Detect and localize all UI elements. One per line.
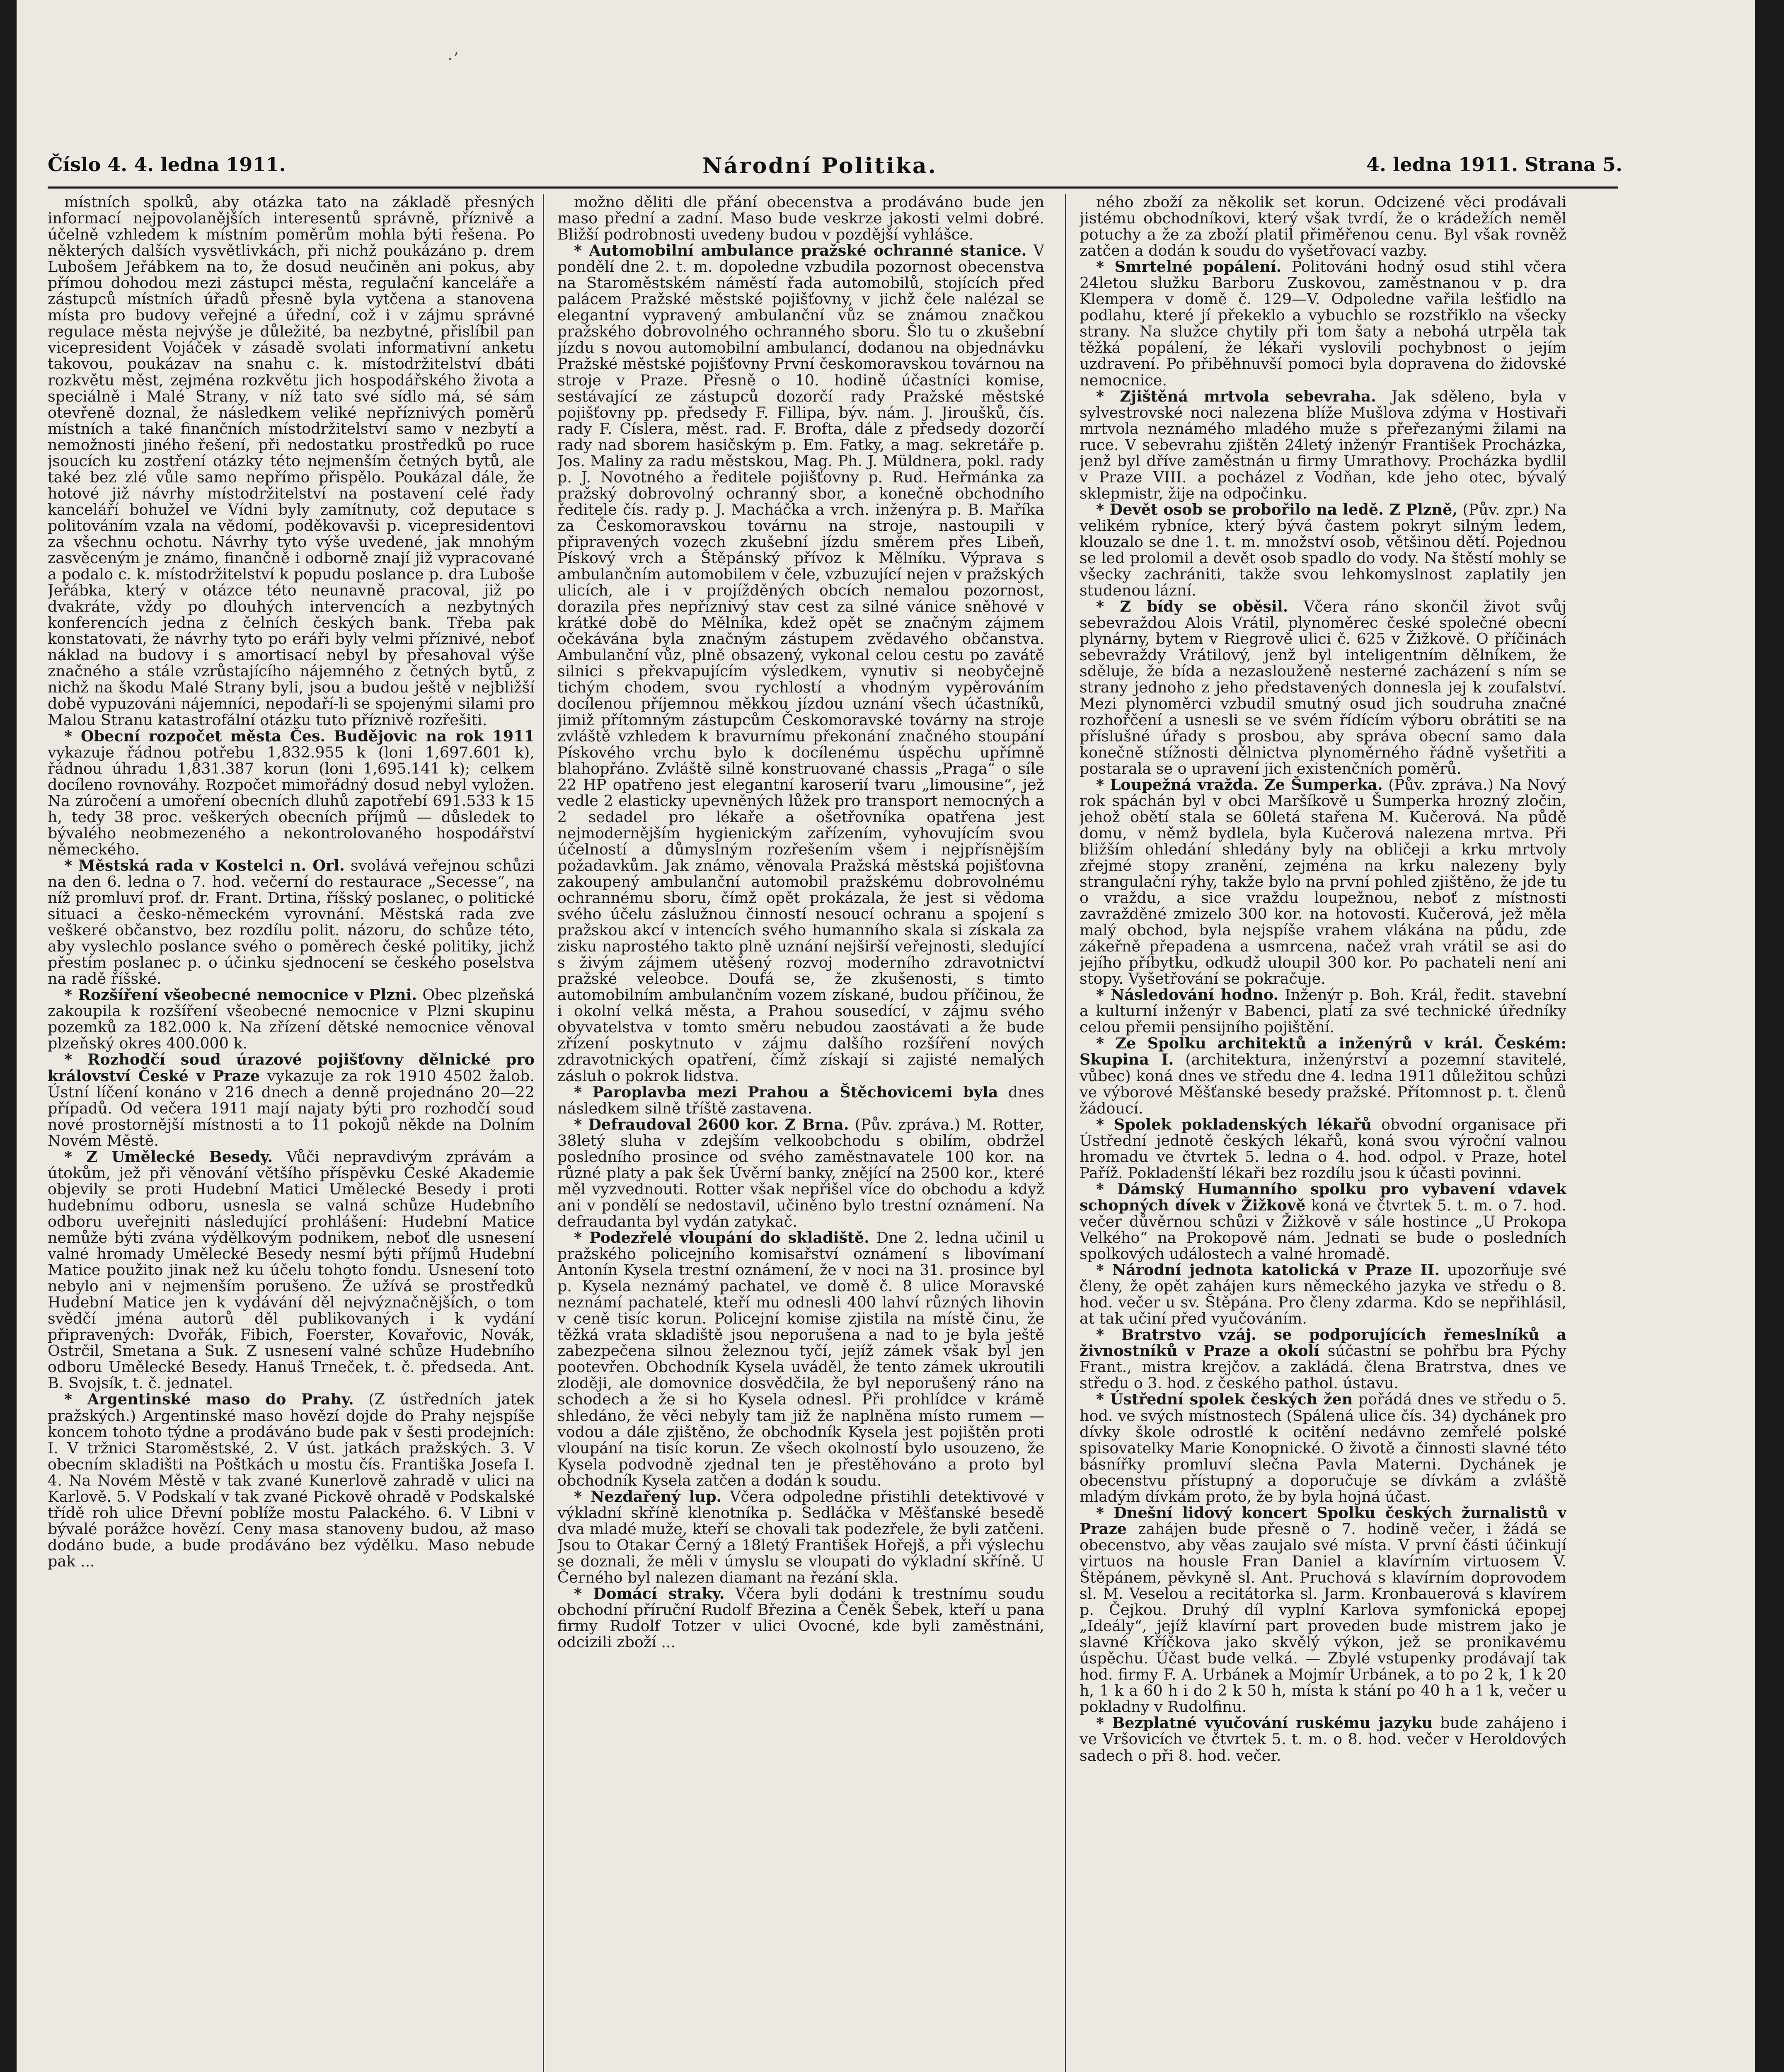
article-text: dnes následkem silně tříště zastavena. [557,1083,1044,1117]
article-paragraph [1080,1116,1566,1181]
article-headline: * Zjištěná mrtvola sebevraha. [1096,387,1376,405]
article-paragraph [1080,1391,1566,1504]
article-paragraph [1080,1505,1566,1715]
article-text: V pondělí dne 2. t. m. dopoledne vzbudila pozornost obecenstva na Staroměstském náměstí řada automobilů, stojících před palácem Pražské městské pojišťovny, v jichž čele nalézal se elegantní vypravený ambulanční vůz se známou značkou pražského dobrovolného ochranného sboru. Šlo tu o zkušební jízdu s novou automobilní ambulancí, dodanou na objednávku Pražské městské pojišťovny První českomoravskou továrnou na stroje v Praze. Přesně o 10. hodině účastníci komise, sestávající ze zástupců dozorčí rady Pražské městské pojišťovny pp. předsedy F. Fillipa, býv. nám. J. Jiroušků, čís. rady F. Císlera, měst. rad. F. Brofta, dále z předsedy dozorčí rady nad sborem hasičským p. Em. Fatky, a mag. sekretáře p. Jos. Maliny za radu městskou, Mag. Ph. J. Müldnera, pokl. rady p. J. Novotného a ředitele pojišťovny p. Rud. Heřmánka za pražský dobrovolný ochranný sbor, a konečně obchodního ředitele čís. rady p. J. Macháčka a vrch. inženýra p. B. Maříka za Českomoravskou továrnu na stroje, nastoupili v připravených vozech zkušební jízdu směrem přes Libeň, Pískový vrch a Štěpánský přívoz k Mělníku. Výprava s ambulančním automobilem v čele, vzbuzující nejen v pražských ulicích, ale i v projížděných obcích nemalou pozornost, dorazila přes nepříznivý stav cest za silné vánice sněhové v krátké době do Mělníka, kdež opět se značným zájmem očekávána byla značným zástupem zvědavého občanstva. Ambulanční vůz, plně obsazený, vykonal celou cestu po zavátě silnici s překvapujícím výsledkem, vynutiv si neobyčejně tichým chodem, svou rychlostí a vhodným vypěrováním docílenou příjemnou měkkou jízdou uznání všech účastníků, jimiž přítomným zástupcům Českomoravské továrny na stroje zvláště vzhledem k bravurnímu překonání značného stoupání Pískového vrchu bylo k docílenému úspěchu upřímně blahopřáno. Zvláště silně konstruované chassis „Praga“ o síle 22 HP opatřeno jest elegantní karoserií tvaru „limousine“, jež vedle 2 elasticky upevněných lůžek pro transport nemocných a 2 sedadel pro lékaře a ošetřovníka opatřena jest nejmodernějším hygienickým zařízením, vyhovujícím svou účelností a důmyslným rozřešením všem i nejpřísnějším požadavkům. Jak známo, věnovala Pražská městská pojišťovna zakoupený ambulanční automobil pražskému dobrovolnému ochrannému sboru, čímž opět prokázala, že jest si vědoma svého účelu záslužnou činností nesoucí ochranu a spojení s pražskou akcí v intencích svého humanního skala si získala za zisku naprostého takto plně uznání nejširší veřejnosti, sledující s živým zájmem utěšený rozvoj moderního zdravotnictví pražské veleobce. Doufá se, že zkušenosti, s timto automobilním ambulančním vozem získané, budou příčinou, že i okolní velká města, a Prahou sousedící, v zájmu svého obyvatelstva v tomto směru nebudou zaostávati a že bude zřízení poskytnuto v zájmu dalšího rozšíření nových zdravotnických opatření, čímž získají si zajisté nemalých zásluh o pokrok lidstva. [557,242,1044,1085]
masthead-title: Národní Politika. [702,153,937,179]
article-paragraph [557,194,1044,242]
page-header [48,153,1622,191]
article-paragraph [557,1116,1044,1230]
article-text: Inženýr p. Boh. Král, ředit. stavební a kulturní inženýr v Babenci, platí za své technické úředníky celou přemii pensijního pojištění. [1080,986,1566,1036]
article-headline: * Domácí straky. [574,1585,725,1603]
article-text: (Pův. zpráva.) M. Rotter, 38letý sluha v zdejším velkoobchodu s obilím, obdržel posledního prosince od svého zaměstnavatele 100 kor. na různé platy a pak šek Úvěrní banky, znějící na 2500 kor., které měl vyzvednouti. Rotter však nepřišel více do obchodu a když ani v pondělí se nedostavil, učiněno bylo trestní oznámení. Na defraudanta byl vydán zatykač. [557,1115,1044,1230]
article-headline: * Defraudoval 2600 kor. Z Brna. [574,1115,849,1133]
article-headline: * Smrtelné popálení. [1096,258,1282,276]
article-paragraph [48,1051,535,1148]
article-paragraph [1080,1262,1566,1326]
article-paragraph [48,857,535,987]
article-paragraph [48,194,535,728]
article-headline: * Národní jednota katolická v Praze II. [1096,1261,1440,1279]
newspaper-page [17,0,1755,2072]
article-paragraph [1080,501,1566,598]
article-text: (Pův. zpr.) Na velikém rybníce, který bývá častem pokryt silným ledem, klouzalo se dne 1. t. m. množství osob, většinou dětí. Pojednou se led prolomil a devět osob spadlo do vody. Na štěstí mohly se všecky zachrániti, takže svou lehkomyslnost zaplatily jen studenou lázní. [1080,500,1566,600]
article-headline: * Obecní rozpočet města Čes. Budějovic na rok 1911 [64,727,535,745]
article-text: Obec plzeňská zakoupila k rozšíření všeobecné nemocnice v Plzni skupinu pozemků za 182.000 k. Na zřízení dětské nemocnice věnoval plzeňský okres 400.000 k. [48,986,535,1053]
article-text: vykazuje řádnou potřebu 1,832.955 k (loni 1,697.601 k), řádnou úhradu 1,831.387 korun (loni 1,695.141 k); celkem docíleno rovnováhy. Rozpočet mimořádný dosud nebyl vyložen. Na zúročení a umoření obecních dluhů zapotřebí 691.533 k 15 h, tedy 38 proc. veškerých obecních příjmů — důsledek to bývalého neobmezeného a nekontrolovaného hospodářství německého. [48,743,535,858]
article-text: (architektura, inženýrství a pozemní stavitelé, vůbec) koná dnes ve středu dne 4. ledna 1911 důležitou schůzi ve výborové Měšťanské besedy pražské. Přítomnost p. t. členů žádoucí. [1080,1051,1566,1117]
article-text: Včera byli dodáni k trestnímu soudu obchodní příruční Rudolf Březina a Čeněk Šebek, kteří u pana firmy Rudolf Totzer v ulici Ovocné, kde byli zaměstnáni, odcizili zboží ... [557,1585,1044,1651]
article-paragraph [1080,194,1566,259]
article-headline: * Bezplatné vyučování ruskému jazyku [1096,1714,1433,1732]
article-text: súčastní se pohřbu bra Pýchy Frant., mistra krejčov. a zakládá. člena Bratrstva, dnes ve středu o 3. hod. z českého pathol. ústavu. [1080,1342,1566,1392]
article-text: (Z ústředních jatek pražských.) Argentinské maso hovězí dojde do Prahy nejspíše koncem tohoto týdne a prodáváno bude pak v šesti prodejních: I. V tržnici Staroměstské, 2. V úst. jatkách pražských. 3. V obecním skladišti na Poštkách u mostu čís. Františka Josefa I. 4. Na Novém Městě v tak zvané Kunerlově zahradě v ulici na Karlově. 5. V Podskalí v tak zvané Pickově ohradě v Podskalské třídě roh ulice Dřevní poblíže mostu Palackého. 6. V Libni v bývalé porážce hovězí. Ceny masa stanoveny budou, až maso dodáno bude, a bude prodáváno bez výdělku. Maso nebude pak ... [48,1390,535,1570]
article-text: Včera ráno skončil život svůj sebevraždou Alois Vrátil, plynoměrec české společné obecní plynárny, bytem v Riegrově ulici č. 625 v Žižkově. O příčinách sebevraždy Vrátilový, jenž byl inteligentním dělníkem, že sděluje, že bída a nezaslouženě nesterné zacházení s ním se strany jednoho z jeho představených donnesla jej k zoufalství. Mezi plynoměrci vzbudil smutný osud jich soudruha značné rozhořčení a usnesli se ve svém řídícím výboru obrátiti se na příslušné úřady s prosbou, aby správa obecní samo dala konečně stížnosti dělnictva plynoměrného řádně vyšetřiti a postarala se o upravení jich existenčních poměrů. [1080,598,1566,777]
article-headline: * Podezřelé vloupání do skladiště. [574,1229,869,1247]
article-text: Včera odpoledne přistihli detektivové v výkladní skříně klenotníka p. Sedláčka v Měšťanské besedě dva mladé muže, kteří se chovali tak podezřele, že byli zatčeni. Jsou to Otakar Černý a 18letý František Hořejš, a při výslechu se doznali, že měli v úmyslu se vloupati do výkladní skříně. U Černého byl nalezen diamant na řezání skla. [557,1487,1044,1586]
article-headline: * Ústřední spolek českých žen [1096,1390,1353,1409]
article-headline: * Z Umělecké Besedy. [64,1147,273,1166]
article-text: bude zahájeno i ve Vršovicích ve čtvrtek 5. t. m. o 8. hod. večer v Heroldových sadech o při 8. hod. večer. [1080,1714,1566,1765]
article-text: možno děliti dle přání obecenstva a prodáváno bude jen maso přední a zadní. Maso bude veskrze jakosti velmi dobré. Bližší podrobnosti uvedeny budou v pozdější vyhlášce. [557,194,1044,244]
article-paragraph [557,1489,1044,1585]
scan-speck: ·ʼ [448,50,458,69]
header-rule [48,186,1618,189]
article-headline: * Rozšíření všeobecné nemocnice v Plzni. [64,986,417,1004]
article-text: pořádá dnes ve středu o 5. hod. ve svých místnostech (Spálená ulice čís. 34) dychánek pro dívky škole odrostlé k ocitění nedávno zemřelé polské spisovatelky Marie Konopnické. O životě a činnosti slavné této básnířky promluví slečna Pavla Materni. Dychánek je obecenstvu přístupný a doporučuje se dívkám a zvláště mladým dívkám proto, že by byla hojná účast. [1080,1390,1566,1506]
column-divider [1065,194,1066,2072]
article-text: koná ve čtvrtek 5. t. m. o 7. hod. večer důvěrnou schůzi v Žižkově v sále hostince „U Prokopa Velkého“ na Prokopově nám. Jednati se bude o posledních spolkových událostech a valné hromadě. [1080,1196,1566,1263]
article-paragraph [1080,1035,1566,1116]
article-paragraph [557,1585,1044,1650]
article-headline: * Městská rada v Kostelci n. Orl. [64,856,345,874]
article-headline: * Z bídy se oběsil. [1096,598,1288,616]
header-date-page: 4. ledna 1911. Strana 5. [1366,153,1622,176]
article-text: ného zboží za několik set korun. Odcizené věci prodávali jistému obchodníkovi, který však tvrdí, že o krádežích neměl potuchy a že za zboží platil přiměřenou cenu. Byl však rovněž zatčen a dodán k soudu do vyšetřovací vazby. [1080,194,1566,260]
article-paragraph [1080,1181,1566,1262]
article-text: zahájen bude přesně o 7. hodině večer, i žádá se obecenstvo, aby věas zaujalo své místa. V první části účinkují virtuos na housle Fran Daniel a klavírním virtuosem V. Štěpánem, pěvkyně sl. Ant. Pruchová s klavírním doprovodem sl. M. Veselou a recitátorka sl. Jarm. Kronbauerová s klavírem p. Čejkou. Druhý díl vyplní Karlova symfonická epopej „Ideály“, jejíž klavírní part proveden bude mistrem jako je slavné Kříčkova jako skvělý výkon, jež se pronikavému úspěchu. Účast bude velká. — Zbylé vstupenky prodávají tak hod. firmy F. A. Urbánek a Mojmír Urbánek, a to po 2 k, 1 k 20 h, 1 k a 60 h i do 2 k 50 h, místa k stání po 40 h a 1 k, večer u pokladny v Rudolfinu. [1080,1520,1566,1716]
article-headline: * Devět osob se probořilo na ledě. Z Plzně, [1096,500,1458,518]
article-text: Dne 2. ledna učinil u pražského policejního komisařství oznámení s libovímaní Antonín Kysela trestní oznámení, že v noci na 31. prosince byl p. Kysela neznámý pachatel, ve domě č. 8 ulice Moravské neznámí pachatelé, kteří mu odnesli 400 lahví různých lihovin v ceně tisíc korun. Policejní komise zjistila na místě činu, že těžká vrata skladiště jsou neporušena a nad to je byla ještě zabezpečena silnou železnou tyčí, jejíž zámek však byl jen pootevřen. Obchodník Kysela uváděl, že tento zámek ukroutili zloději, ale domovnice dosvědčila, že byl neporušený ráno na schodech a že si ho Kysela odnesl. Při prohlídce v krámě shledáno, že věci nebyly tam již že naplněna místo rumem — vodou a dále zjištěno, že obchodník Kysela jest pojištěn proti vloupání na tisíc korun. Ze všech okolností bylo usouzeno, že Kysela podvodně zjednal ten je přestěhováno a proto byl obchodník Kysela zatčen a dodán k soudu. [557,1229,1044,1489]
column-2 [557,194,1044,2072]
article-paragraph [1080,1715,1566,1763]
article-paragraph [1080,388,1566,501]
article-paragraph [48,987,535,1051]
article-headline: * Spolek pokladenských lékařů [1096,1115,1372,1133]
article-paragraph [48,1149,535,1392]
article-headline: * Dnešní lidový koncert Spolku českých žurnalistů v Praze [1080,1503,1566,1538]
article-text: vykazuje za rok 1910 4502 žalob. Ústní líčení konáno v 216 dnech a denně projednáno 20—22 případů. Od večera 1911 mají najaty býti pro rozhodčí soud nové prostornější místnosti a to 11 pokojů někde na Dolním Novém Městě. [48,1067,535,1150]
article-paragraph [557,242,1044,1084]
article-headline: * Paroplavba mezi Prahou a Štěchovicemi byla [574,1083,998,1101]
column-divider [543,194,544,2072]
article-paragraph [1080,259,1566,388]
article-headline: * Nezdařený lup. [574,1487,722,1506]
article-text: obvodní organisace při Ústřední jednotě českých lékařů, koná svou výroční valnou hromadu ve čtvrtek 5. ledna o 4. hod. odpol. v Praze, hotel Paříž. Pokladenští lékaři bez rozdílu jsou k účasti povinni. [1080,1115,1566,1182]
article-headline: * Následování hodno. [1096,986,1279,1004]
article-paragraph [1080,598,1566,777]
article-headline: * Ze Spolku architektů a inženýrů v král. Českém: Skupina I. [1080,1034,1566,1069]
article-text: svolává veřejnou schůzi na den 6. ledna o 7. hod. večerní do restaurace „Secesse“, na níž promluví prof. dr. Frant. Drtina, říšský poslanec, o politické situaci a česko-německém vyrovnání. Městská rada zve veškeré občanstvo, bez rozdílu polit. názoru, do schůze této, aby vyslechlo poslance svého o poměrech české politiky, jichž přestím poslanec p. o účinku sjednocení se českého poselstva na radě říšské. [48,856,535,988]
column-3 [1080,194,1566,2072]
article-headline: * Argentinské maso do Prahy. [64,1390,354,1409]
article-headline: * Loupežná vražda. Ze Šumperka. [1096,775,1383,794]
article-paragraph [1080,777,1566,987]
article-headline: * Rozhodčí soud úrazové pojišťovny dělnické pro království České v Praze [48,1051,535,1085]
article-headline: * Automobilní ambulance pražské ochranné stanice. [574,242,1027,260]
article-paragraph [1080,987,1566,1035]
column-1 [48,194,535,2072]
article-paragraph [48,1391,535,1569]
article-paragraph [557,1230,1044,1489]
article-headline: * Bratrstvo vzáj. se podporujících řemeslníků a živnostníků v Praze a okolí [1080,1326,1566,1360]
header-issue-date: Číslo 4. 4. ledna 1911. [48,153,286,176]
article-text: upozorňuje své členy, že opět zahájen kurs německého jazyka ve středu o 8. hod. večer u sv. Štěpána. Pro členy zdarma. Kdo se nepřihlásil, at tak učiní před vyučováním. [1080,1261,1566,1328]
article-text: Politováni hodný osud stihl včera 24letou služku Barboru Zuskovou, zaměstnanou v p. dra Klempera v domě č. 129—V. Odpoledne vařila lešťidlo na podlahu, které jí překeklo a vybuchlo se rozstřiklo na všecky strany. Na služce chytily při tom šaty a nebohá utrpěla tak těžká popálení, že lékaři vyslovili pochybnost o jejím uzdravení. Po přiběhnuvší pomoci byla dopravena do židovské nemocnice. [1080,258,1566,389]
article-text: Vůči nepravdivým zprávám a útokům, jež při věnování většího příspěvku České Akademie objevily se proti Hudební Matici Umělecké Besedy i proti hudebnímu odboru, usnesla se valná schůze Hudebního odboru uveřejniti následující prohlášení: Hudební Matice nemůže býti zvána výdělkovým podnikem, neboť dle usnesení valné hromady Umělecké Besedy nesmí býti příjmů Hudební Matice použito jinak než ku účelu tohoto fondu. Usnesení toto nebylo ani v nejmenším porušeno. Že užívá se prostředků Hudební Matice jen k vydávání děl nejvýznačnějších, o tom svědčí jména autorů děl publikovaných i k vydání připravených: Dvořák, Fibich, Foerster, Kovařovic, Novák, Ostrčil, Smetana a Suk. Z usnesení valné schůze Hudebního odboru Umělecké Besedy. Hanuš Trneček, t. č. předseda. Ant. B. Svojsík, t. č. jednatel. [48,1147,535,1392]
article-paragraph [48,728,535,857]
article-paragraph [1080,1326,1566,1391]
article-text: místních spolků, aby otázka tato na základě přesných informací nejpovolanějších interesentů správně, příznivě a účelně vzhledem k místním poměrům mohla býti řešena. Po některých dalších vysvětlivkách, při nichž poukázáno p. drem Lubošem Jeřábkem na to, že dosud neučiněn ani pokus, aby přímou dohodou mezi zástupci města, regulační kanceláře a zástupců místních úřadů přesně byla vytčena a stanovena místa pro budovy veřejné a úřední, což i v zájmu správné regulace města nejvýše je důležité, ba nezbytné, přislíbil pan vicepresident Vojáček v zásadě svolati informativní anketu takovou, poukázav na snahu c. k. místodržitelství dbáti rozkvětu měst, zejména rozkvětu jich hospodářského života a speciálně i Malé Strany, v níž tato své sídlo má, sé sám otevřeně doznal, že následkem veliké nepříznivých poměrů místních a také finančních místodržitelství samo v nezbytí a nemožnosti jiného řešení, při nedostatku prostředků po ruce jsoucích ku zostření otázky této nejmenším četných bytů, ale také bez zlé vůle samo nepřímo přispělo. Poukázal dále, že hotové již návrhy místodržitelství na postavení celé řady kanceláří bohužel ve Vídni byly zamítnuty, což deputace s politováním vzala na vědomí, poděkovavši p. vicepresidentovi za všechnu ochotu. Návrhy tyto výše uvedené, jak mnohým zasvěceným je známo, finančně i odborně znají již vypracované a podalo c. k. místodržitelství k popudu poslance p. dra Luboše Jeřábka, který v otázce této neunavně pracoval, již po dvakráte, vždy po dlouhých intervencích a nezbytných konferencích jedna z čelních českých bank. Třeba pak konstatovati, že návrhy tyto po eráři byly velmi příznivé, neboť náklad na budovy i s amortisací nebyl by přesahoval výše značného a stále vzrůstajícího nájemného z četných bytů, z nichž na škodu Malé Strany byli, jsou a budou ještě v nejbližší době vypuzováni nájemníci, nepodaří-li se spojenými silami pro Malou Stranu katastrofální otázku tuto příznivě rozřešiti. [48,194,535,729]
article-text: (Pův. zpráva.) Na Nový rok spáchán byl v obci Maršíkově u Šumperka hrozný zločin, jehož obětí stala se 60letá stařena M. Kučerová. Na půdě domu, v němž bydlela, byla Kučerová nalezena mrtva. Při bližším ohledání shledány byly na obličeji a krku mrtvoly zřejmé stopy zranění, zejména na krku nalezeny byly strangulační rýhy, takže bylo na první pohled zjištěno, že jde tu o vraždu, a sice vraždu loupežnou, neboť z místnosti zavražděné zmizelo 300 kor. na hotovosti. Kučerová, jež měla malý obchod, byla nejspíše vrahem vlákána na půdu, zde zákeřně přepadena a usmrcena, načež vrah vrátil se asi do jejího příbytku, odkudž uloupil 300 kor. Po pachateli není ani stopy. Vyšetřování se pokračuje. [1080,775,1566,988]
article-paragraph [557,1084,1044,1116]
article-headline: * Dámský Humanního spolku pro vybavení vdavek schopných dívek v Žižkově [1080,1180,1566,1214]
article-text: Jak sděleno, byla v sylvestrovské noci nalezena blíže Mušlova zdýma v Hostivaři mrtvola neznámého mladého muže s přeřezanými žilami na ruce. V sebevrahu zjištěn 24letý inženýr František Procházka, jenž byl dříve zaměstnán u firmy Umrathovy. Procházka bydlil v Praze VIII. a pocházel z Vodňan, kde jeho otec, bývalý sklepmistr, žije na odpočinku. [1080,387,1566,502]
